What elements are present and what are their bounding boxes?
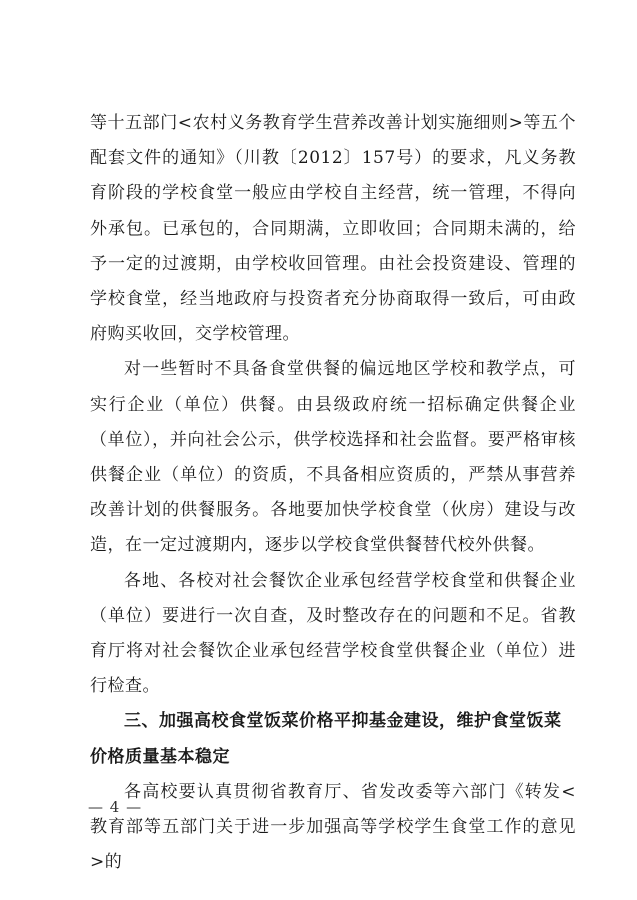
page-number: — 4 — [88, 798, 143, 816]
paragraph-self-inspection: 各地、各校对社会餐饮企业承包经营学校食堂和供餐企业（单位）要进行一次自查，及时整改存在的问题和不足。省教育厅将对社会餐饮企业承包经营学校食堂供餐企业（单位）进行检查。 [90, 570, 576, 697]
paragraph-university-canteens: 各高校要认真贯彻省教育厅、省发改委等六部门《转发<教育部等五部门关于进一步加强高等学校学生食堂工作的意见>的 [90, 781, 576, 873]
paragraph-continuation: 等十五部门<农村义务教育学生营养改善计划实施细则>等五个配套文件的通知》（川教〔2012〕157号）的要求，凡义务教育阶段的学校食堂一般应由学校自主经营，统一管理，不得向外承包。已承包的，合同期满，立即收回；合同期未满的，给予一定的过渡期，由学校收回管理。由社会投资建设、管理的学校食堂，经当地政府与投资者充分协商取得一致后，可由政府购买收回，交学校管理。 [90, 113, 576, 345]
document-body [90, 106, 576, 880]
section-heading-three: 三、加强高校食堂饭菜价格平抑基金建设，维护食堂饭菜价格质量基本稳定 [90, 711, 562, 767]
paragraph-remote-school-catering: 对一些暂时不具备食堂供餐的偏远地区学校和教学点，可实行企业（单位）供餐。由县级政府统一招标确定供餐企业（单位），并向社会公示，供学校选择和社会监督。要严格审核供餐企业（单位）的资质，不具备相应资质的，严禁从事营养改善计划的供餐服务。各地要加快学校食堂（伙房）建设与改造，在一定过渡期内，逐步以学校食堂供餐替代校外供餐。 [90, 359, 576, 556]
